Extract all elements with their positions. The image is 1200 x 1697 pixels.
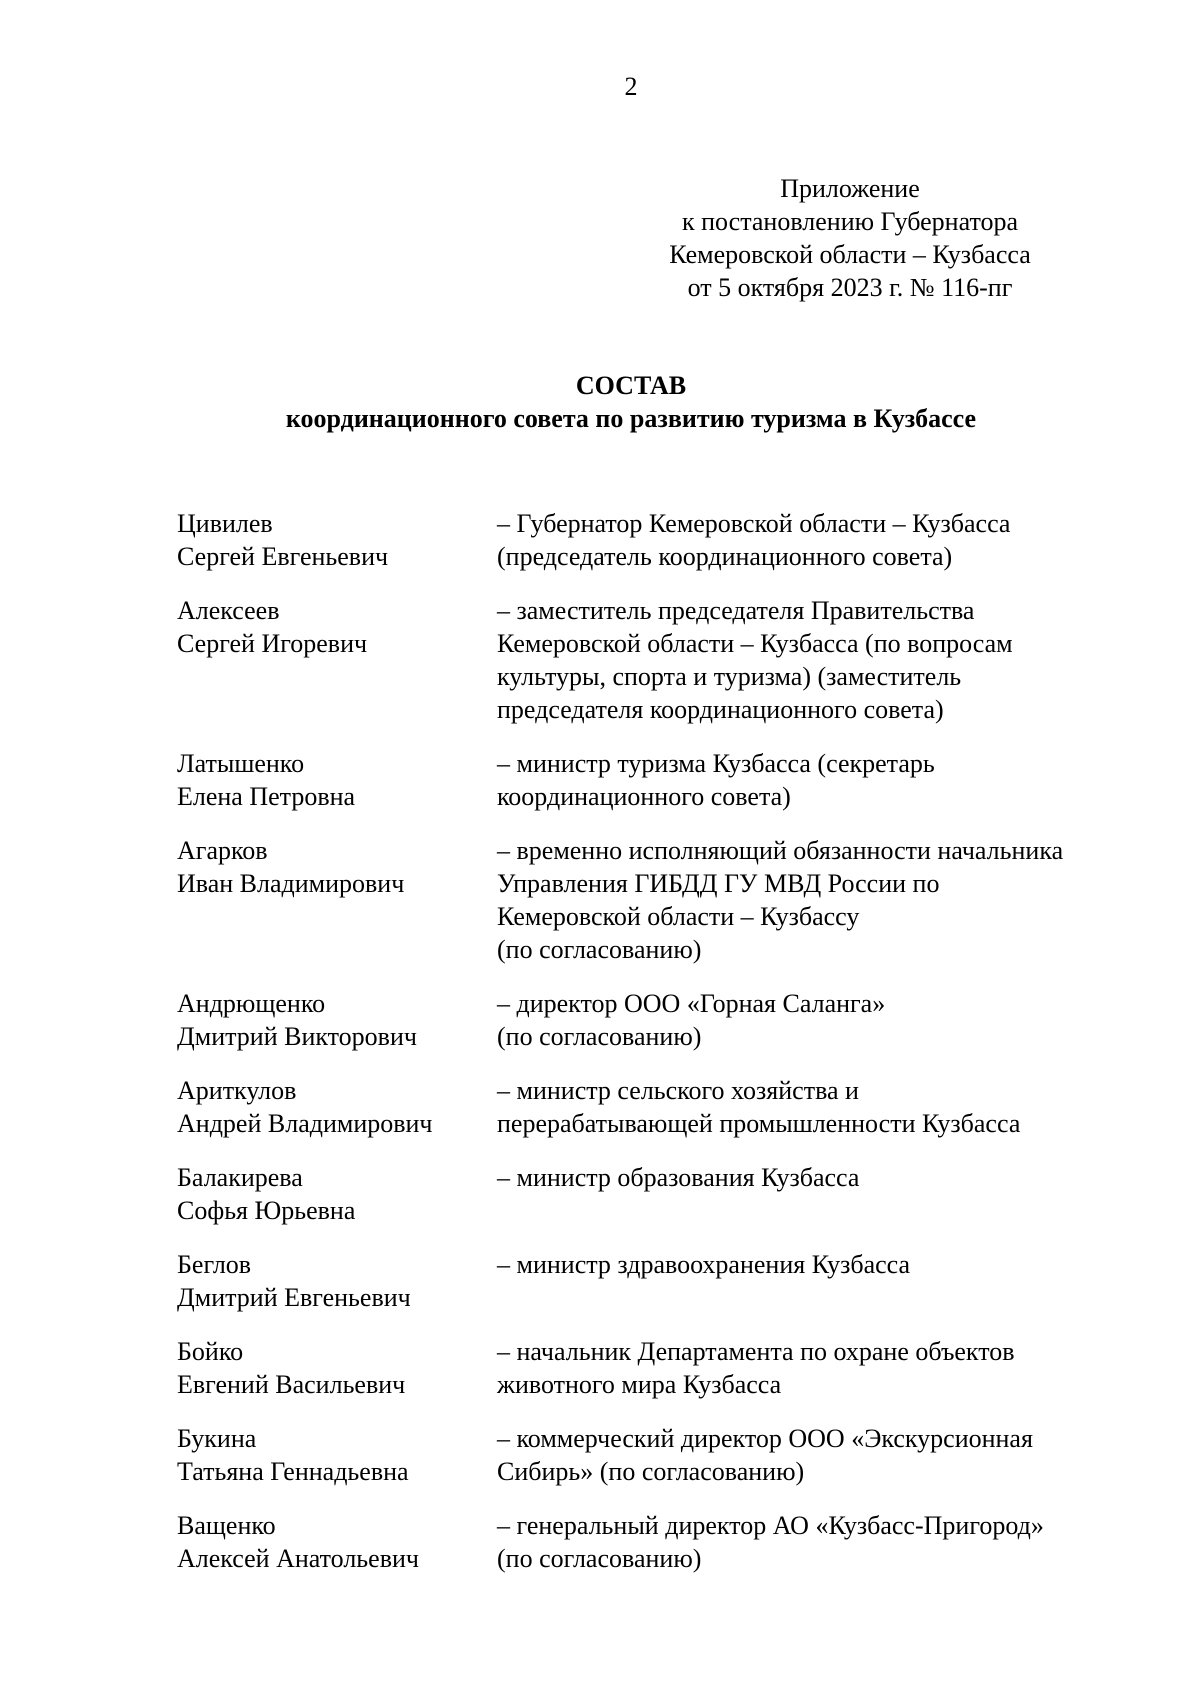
member-role-line: председателя координационного совета) xyxy=(497,695,944,724)
member-surname: Алексеев xyxy=(177,596,280,625)
member-role xyxy=(497,1509,1137,1575)
member-name xyxy=(177,1161,497,1227)
member-row xyxy=(177,1074,1137,1140)
member-name xyxy=(177,747,497,813)
member-role-line: Сибирь» (по согласованию) xyxy=(497,1457,805,1486)
member-role xyxy=(497,834,1137,966)
member-surname: Латышенко xyxy=(177,749,305,778)
member-role-line: Управления ГИБДД ГУ МВД России по xyxy=(497,869,940,898)
member-role-line: Кемеровской области – Кузбассу xyxy=(497,902,860,931)
member-surname: Ващенко xyxy=(177,1511,276,1540)
member-surname: Агарков xyxy=(177,836,268,865)
member-name xyxy=(177,1074,497,1140)
member-given-names: Татьяна Геннадьевна xyxy=(177,1457,409,1486)
member-role-line: – коммерческий директор ООО «Экскурсионная xyxy=(497,1424,1033,1453)
document-subtitle: координационного совета по развитию туризма в Кузбассе xyxy=(285,404,977,433)
member-role-line: перерабатывающей промышленности Кузбасса xyxy=(497,1109,1021,1138)
member-row xyxy=(177,747,1137,813)
member-given-names: Дмитрий Евгеньевич xyxy=(177,1283,411,1312)
member-role xyxy=(497,1335,1137,1401)
appendix-line: от 5 октября 2023 г. № 116-пг xyxy=(687,273,1013,302)
member-role-line: – министр образования Кузбасса xyxy=(497,1163,860,1192)
member-role-line: – заместитель председателя Правительства xyxy=(497,596,975,625)
page-number: 2 xyxy=(624,72,638,101)
member-role xyxy=(497,987,1137,1053)
member-role-line: – временно исполняющий обязанности начальника xyxy=(497,836,1064,865)
appendix-line: Приложение xyxy=(780,174,920,203)
member-given-names: Дмитрий Викторович xyxy=(177,1022,417,1051)
member-row xyxy=(177,1509,1137,1575)
member-role xyxy=(497,1161,1137,1194)
member-role-line: (председатель координационного совета) xyxy=(497,542,953,571)
member-role-line: культуры, спорта и туризма) (заместитель xyxy=(497,662,962,691)
member-given-names: Софья Юрьевна xyxy=(177,1196,356,1225)
document-title: СОСТАВ xyxy=(575,371,687,400)
member-role-line: – генеральный директор АО «Кузбасс-Пригород» xyxy=(497,1511,1044,1540)
document-title-block xyxy=(0,369,1200,435)
member-surname: Цивилев xyxy=(177,509,273,538)
member-surname: Ариткулов xyxy=(177,1076,297,1105)
appendix-header xyxy=(640,172,1060,304)
member-row xyxy=(177,987,1137,1053)
member-given-names: Иван Владимирович xyxy=(177,869,405,898)
member-role-line: – министр сельского хозяйства и xyxy=(497,1076,859,1105)
member-row xyxy=(177,507,1137,573)
member-role xyxy=(497,1422,1137,1488)
member-role xyxy=(497,1248,1137,1281)
member-role-line: координационного совета) xyxy=(497,782,791,811)
member-role-line: – начальник Департамента по охране объектов xyxy=(497,1337,1015,1366)
member-given-names: Сергей Игоревич xyxy=(177,629,368,658)
member-name xyxy=(177,507,497,573)
member-role-line: – директор ООО «Горная Саланга» xyxy=(497,989,886,1018)
member-surname: Букина xyxy=(177,1424,257,1453)
member-surname: Беглов xyxy=(177,1250,252,1279)
member-given-names: Алексей Анатольевич xyxy=(177,1544,419,1573)
member-role-line: Кемеровской области – Кузбасса (по вопросам xyxy=(497,629,1013,658)
member-given-names: Сергей Евгеньевич xyxy=(177,542,389,571)
member-surname: Андрющенко xyxy=(177,989,326,1018)
member-role xyxy=(497,507,1137,573)
member-given-names: Евгений Васильевич xyxy=(177,1370,406,1399)
appendix-line: Кемеровской области – Кузбасса xyxy=(669,240,1031,269)
appendix-line: к постановлению Губернатора xyxy=(681,207,1019,236)
member-name xyxy=(177,1509,497,1575)
member-name xyxy=(177,1248,497,1314)
member-name xyxy=(177,1422,497,1488)
member-row xyxy=(177,834,1137,966)
member-name xyxy=(177,594,497,660)
member-role-line: (по согласованию) xyxy=(497,935,702,964)
member-surname: Бойко xyxy=(177,1337,244,1366)
member-role-line: – министр здравоохранения Кузбасса xyxy=(497,1250,911,1279)
member-name xyxy=(177,834,497,900)
member-role-line: – Губернатор Кемеровской области – Кузбасса xyxy=(497,509,1011,538)
member-row xyxy=(177,1335,1137,1401)
members-list xyxy=(177,507,1137,1596)
member-role-line: – министр туризма Кузбасса (секретарь xyxy=(497,749,935,778)
member-name xyxy=(177,1335,497,1401)
member-role xyxy=(497,594,1137,726)
member-role-line: (по согласованию) xyxy=(497,1544,702,1573)
member-row xyxy=(177,1422,1137,1488)
member-row xyxy=(177,594,1137,726)
member-role xyxy=(497,1074,1137,1140)
member-role xyxy=(497,747,1137,813)
member-given-names: Елена Петровна xyxy=(177,782,356,811)
member-name xyxy=(177,987,497,1053)
member-row xyxy=(177,1248,1137,1314)
member-role-line: (по согласованию) xyxy=(497,1022,702,1051)
member-role-line: животного мира Кузбасса xyxy=(497,1370,782,1399)
member-surname: Балакирева xyxy=(177,1163,303,1192)
member-row xyxy=(177,1161,1137,1227)
member-given-names: Андрей Владимирович xyxy=(177,1109,433,1138)
